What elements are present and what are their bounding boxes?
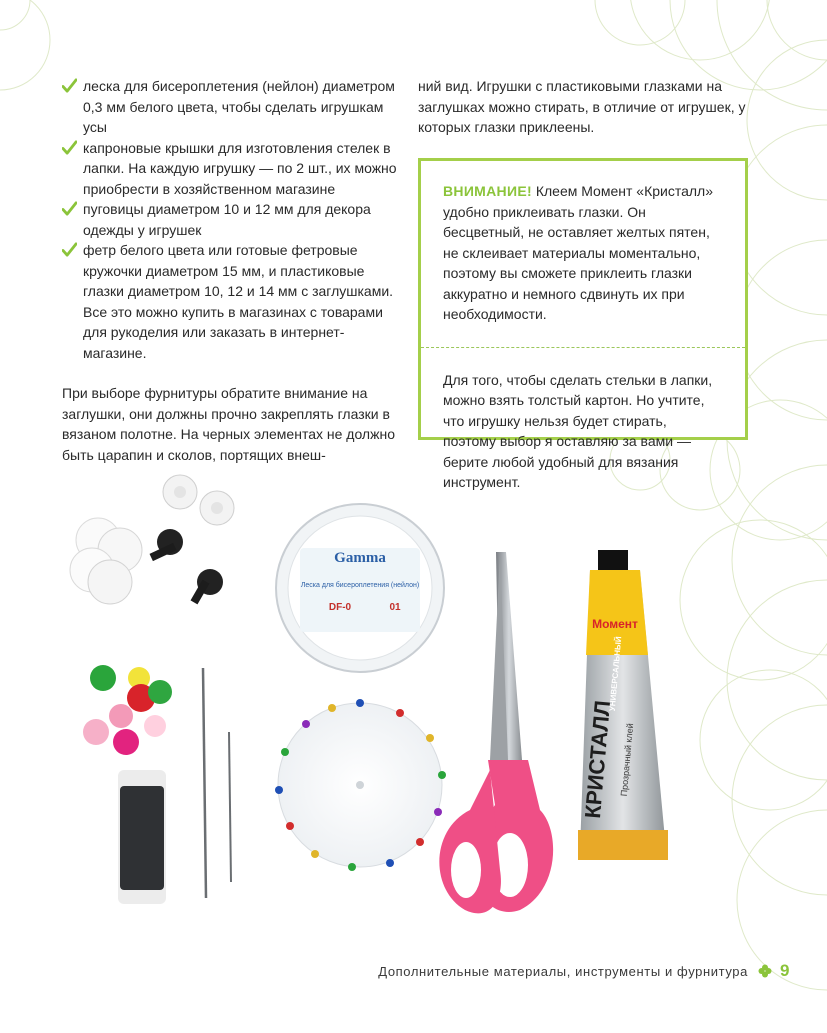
felt-circles bbox=[70, 518, 142, 604]
checkmark-icon bbox=[62, 201, 77, 216]
glue-tube bbox=[578, 550, 668, 860]
list-item-text: пуговицы диаметром 10 и 12 мм для декора одежды у игрушек bbox=[83, 201, 371, 238]
clover-icon bbox=[758, 964, 772, 978]
list-item bbox=[62, 138, 397, 200]
footer-section-title: Дополнительные материалы, инструменты и фурнитура bbox=[378, 963, 748, 979]
glue-brand: Момент bbox=[592, 617, 638, 631]
right-column bbox=[418, 76, 748, 138]
needles bbox=[203, 668, 231, 898]
spool-brand: Gamma bbox=[334, 550, 386, 566]
list-item bbox=[62, 199, 397, 240]
checkmark-icon bbox=[62, 242, 77, 257]
thread-spool bbox=[118, 770, 166, 904]
left-column bbox=[62, 76, 397, 465]
list-item-text: капроновые крышки для изготовления стелек в лапки. На каждую игрушку — по 2 шт., их можно приобрести в хозяйственном магазине bbox=[83, 139, 397, 197]
pin-circle bbox=[275, 699, 446, 871]
spool-color: 01 bbox=[389, 602, 401, 613]
pink-scissors bbox=[439, 552, 553, 913]
body-paragraph-continued: ний вид. Игрушки с пластиковыми глазками на заглушках можно стирать, в отличие от игрушек, у которых глазки приклеены. bbox=[418, 78, 746, 135]
glue-type: УНИВЕРСАЛЬНЫЙ bbox=[607, 636, 624, 712]
notice-text: Клеем Момент «Кристалл» удобно приклеивать глазки. Он бесцветный, не оставляет желтых пятен, не склеивает материалы моментально, поэтому вы сможете приклеить глазки аккуратно и немного сдвинуть их при необходимости. bbox=[443, 183, 714, 322]
list-item-text: фетр белого цвета или готовые фетровые кружочки диаметром 15 мм, и пластиковые глазки диаметром 10, 12 и 14 мм с заглушками. Все это можно купить в магазинах с товарами для рукоделия или заказать в интернет-магазине. bbox=[83, 242, 394, 361]
list-item bbox=[62, 76, 397, 138]
plastic-eyes bbox=[150, 529, 223, 604]
spool-article: DF-0 bbox=[328, 602, 352, 613]
checkmark-icon bbox=[62, 78, 77, 93]
list-item bbox=[62, 240, 397, 363]
list-item-text: леска для бисероплетения (нейлон) диаметром 0,3 мм белого цвета, чтобы сделать игрушкам усы bbox=[83, 78, 395, 135]
body-paragraph: При выборе фурнитуры обратите внимание на заглушки, они должны прочно закреплять глазки в вязаном полотне. На черных элементах не должно быть царапин и сколов, портящих внеш- bbox=[62, 385, 395, 463]
fishing-line-spool bbox=[276, 504, 444, 672]
glue-name: КРИСТАЛЛ bbox=[579, 699, 616, 820]
notice-box bbox=[418, 158, 748, 490]
page-number: 9 bbox=[779, 961, 790, 980]
page-footer bbox=[310, 960, 790, 982]
notice-title: ВНИМАНИЕ! bbox=[443, 183, 532, 199]
materials-photo bbox=[0, 470, 827, 940]
notice-divider bbox=[421, 347, 745, 348]
spool-label: Леска для бисероплетения (нейлон) bbox=[300, 582, 420, 589]
glue-sub: Прозрачный клей bbox=[618, 722, 636, 797]
materials-list bbox=[62, 76, 397, 363]
plastic-washers bbox=[163, 475, 234, 525]
notice-paragraph bbox=[443, 181, 723, 325]
buttons bbox=[83, 665, 172, 755]
tip-paragraph: Для того, чтобы сделать стельки в лапки, можно взять толстый картон. Но учтите, что игрушку нельзя будет стирать, поэтому выбор я оставляю за вами — берите любой удобный для вязания инструмент. bbox=[443, 371, 713, 490]
checkmark-icon bbox=[62, 140, 77, 155]
